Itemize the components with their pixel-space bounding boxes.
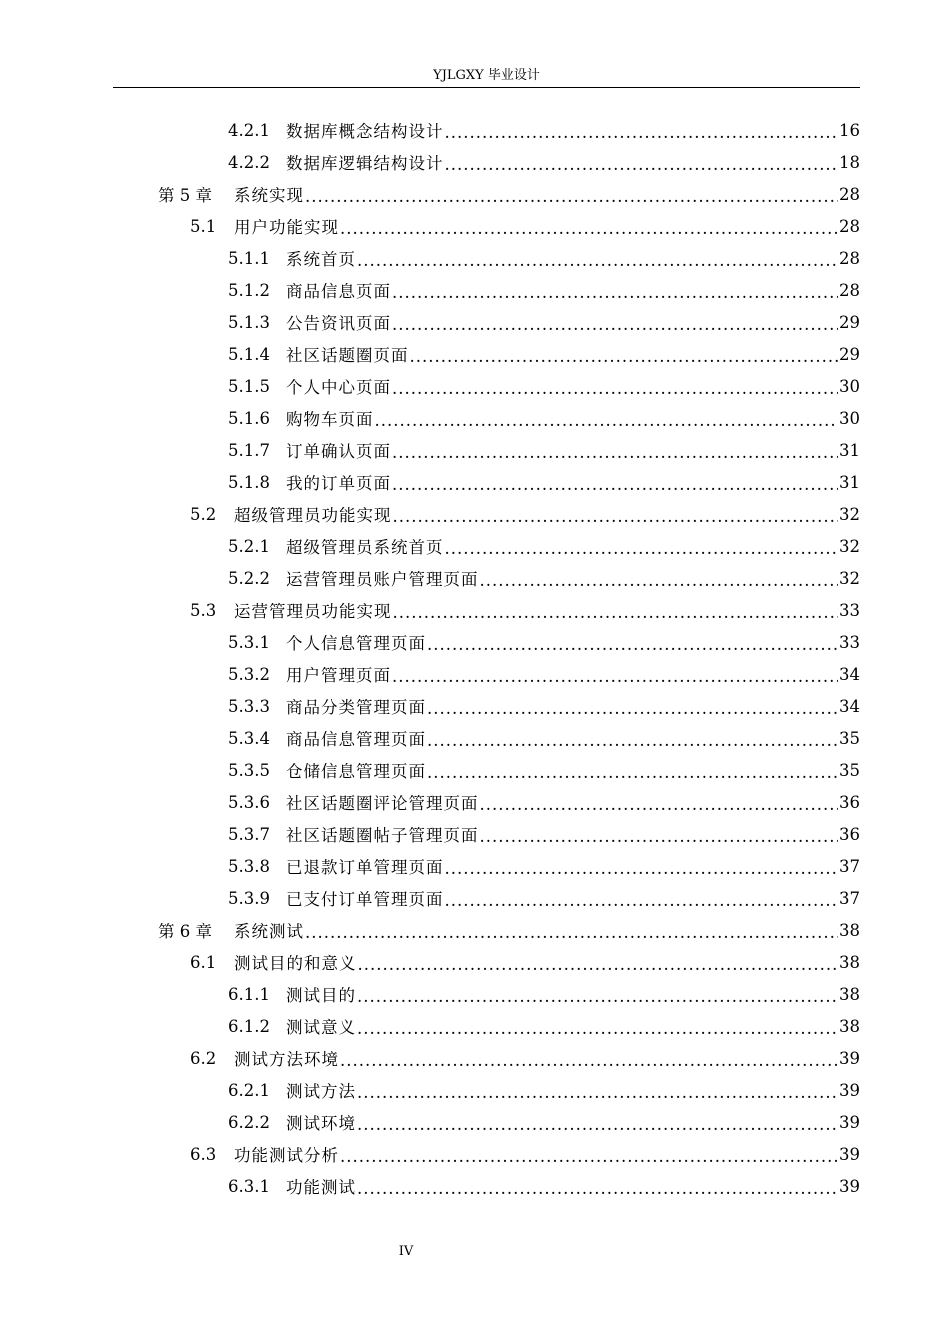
toc-dot-leader — [392, 317, 838, 334]
toc-dot-leader — [392, 381, 838, 398]
toc-entry[interactable] — [228, 403, 860, 433]
toc-entry-page: 31 — [839, 440, 860, 460]
toc-entry-title: 运营管理员账户管理页面 — [286, 570, 479, 589]
toc-entry-number: 6.2.1 — [228, 1080, 270, 1100]
toc-dot-leader — [445, 157, 839, 174]
toc-entry[interactable] — [228, 563, 860, 593]
toc-entry-title: 功能测试分析 — [234, 1146, 339, 1165]
toc-entry-title: 系统实现 — [234, 186, 304, 205]
toc-entry[interactable] — [228, 1011, 860, 1041]
toc-entry-number: 5.1.1 — [228, 248, 270, 268]
toc-entry[interactable] — [228, 371, 860, 401]
toc-entry-title: 数据库概念结构设计 — [286, 122, 444, 141]
toc-entry-title: 社区话题圈页面 — [286, 346, 409, 365]
toc-entry-page: 28 — [839, 248, 860, 268]
toc-dot-leader — [393, 605, 839, 622]
toc-entry-title: 个人信息管理页面 — [286, 634, 426, 653]
toc-entry-title: 我的订单页面 — [286, 474, 391, 493]
toc-dot-leader — [445, 125, 839, 142]
toc-entry-page: 39 — [839, 1080, 860, 1100]
toc-dot-leader — [392, 445, 838, 462]
toc-entry-number: 5.1.6 — [228, 408, 270, 428]
toc-entry[interactable] — [228, 979, 860, 1009]
toc-entry-page: 39 — [839, 1112, 860, 1132]
toc-entry-number: 5.1.5 — [228, 376, 270, 396]
toc-entry-title: 功能测试 — [286, 1178, 356, 1197]
page-header: YJLGXY 毕业设计 — [433, 68, 540, 83]
toc-entry-title: 系统测试 — [234, 922, 304, 941]
toc-entry-title: 用户管理页面 — [286, 666, 391, 685]
toc-entry[interactable] — [228, 243, 860, 273]
toc-entry[interactable] — [190, 211, 860, 241]
toc-entry-title: 社区话题圈帖子管理页面 — [286, 826, 479, 845]
toc-dot-leader — [305, 925, 838, 942]
toc-entry-page: 18 — [839, 152, 860, 172]
toc-entry-title: 用户功能实现 — [234, 218, 339, 237]
toc-entry-number: 5.3.2 — [228, 664, 270, 684]
toc-entry[interactable] — [190, 1043, 860, 1073]
toc-entry[interactable] — [228, 147, 860, 177]
toc-entry[interactable] — [228, 723, 860, 753]
toc-entry[interactable] — [228, 531, 860, 561]
toc-entry-page: 36 — [839, 824, 860, 844]
page-number: IV — [398, 1244, 414, 1259]
toc-entry-title: 已退款订单管理页面 — [286, 858, 444, 877]
toc-dot-leader — [480, 829, 839, 846]
toc-entry[interactable] — [228, 851, 860, 881]
toc-entry-title: 测试环境 — [286, 1114, 356, 1133]
toc-entry[interactable] — [228, 627, 860, 657]
toc-entry[interactable] — [228, 1075, 860, 1105]
toc-entry-title: 数据库逻辑结构设计 — [286, 154, 444, 173]
toc-entry[interactable] — [228, 1107, 860, 1137]
toc-dot-leader — [340, 1053, 838, 1070]
toc-entry-number: 5.1.3 — [228, 312, 270, 332]
toc-entry[interactable] — [190, 1139, 860, 1169]
toc-entry-number: 5.3.3 — [228, 696, 270, 716]
toc-entry[interactable] — [228, 435, 860, 465]
toc-dot-leader — [480, 797, 839, 814]
toc-entry-number: 6.2 — [190, 1048, 217, 1068]
toc-entry-title: 测试目的 — [286, 986, 356, 1005]
toc-entry-page: 28 — [839, 216, 860, 236]
toc-entry-page: 39 — [839, 1048, 860, 1068]
toc-entry-number: 5.3.9 — [228, 888, 270, 908]
toc-entry-number: 5.3.7 — [228, 824, 270, 844]
toc-dot-leader — [357, 253, 838, 270]
toc-entry-number: 5.2.1 — [228, 536, 270, 556]
toc-entry-page: 35 — [839, 728, 860, 748]
toc-entry-page: 33 — [839, 600, 860, 620]
toc-entry-page: 37 — [839, 888, 860, 908]
toc-entry[interactable] — [228, 115, 860, 145]
toc-entry-title: 仓储信息管理页面 — [286, 762, 426, 781]
toc-entry-number: 6.1.1 — [228, 984, 270, 1004]
toc-dot-leader — [375, 413, 839, 430]
toc-entry-number: 5.3.4 — [228, 728, 270, 748]
toc-entry[interactable] — [190, 947, 860, 977]
toc-entry[interactable] — [158, 915, 860, 945]
toc-entry-number: 5.3.8 — [228, 856, 270, 876]
toc-entry-page: 30 — [839, 408, 860, 428]
toc-entry-title: 社区话题圈评论管理页面 — [286, 794, 479, 813]
toc-entry-page: 39 — [839, 1176, 860, 1196]
toc-entry-number: 5.3.5 — [228, 760, 270, 780]
toc-dot-leader — [357, 1181, 838, 1198]
toc-dot-leader — [340, 221, 838, 238]
toc-entry-title: 运营管理员功能实现 — [234, 602, 392, 621]
toc-entry-title: 测试目的和意义 — [234, 954, 357, 973]
toc-entry[interactable] — [190, 499, 860, 529]
toc-entry[interactable] — [228, 275, 860, 305]
toc-entry-number: 6.3.1 — [228, 1176, 270, 1196]
toc-dot-leader — [427, 701, 838, 718]
toc-dot-leader — [340, 1149, 838, 1166]
toc-entry-page: 32 — [839, 568, 860, 588]
toc-entry-title: 测试方法 — [286, 1082, 356, 1101]
toc-entry-number: 6.1 — [190, 952, 217, 972]
toc-entry[interactable] — [228, 1171, 860, 1201]
toc-entry[interactable] — [228, 819, 860, 849]
toc-dot-leader — [357, 1085, 838, 1102]
toc-entry-number: 6.3 — [190, 1144, 217, 1164]
toc-entry-page: 38 — [839, 952, 860, 972]
toc-dot-leader — [427, 733, 838, 750]
toc-entry-title: 测试意义 — [286, 1018, 356, 1037]
header-rule — [113, 87, 860, 88]
toc-entry-page: 32 — [839, 504, 860, 524]
toc-entry-number: 第 5 章 — [158, 186, 212, 205]
toc-entry-number: 5.2 — [190, 504, 217, 524]
toc-dot-leader — [392, 477, 838, 494]
toc-entry-title: 商品信息管理页面 — [286, 730, 426, 749]
toc-entry[interactable] — [228, 755, 860, 785]
toc-entry-title: 个人中心页面 — [286, 378, 391, 397]
toc-entry-number: 5.1.2 — [228, 280, 270, 300]
toc-dot-leader — [357, 1117, 838, 1134]
toc-entry-page: 38 — [839, 984, 860, 1004]
toc-entry-number: 5.2.2 — [228, 568, 270, 588]
toc-entry-page: 16 — [839, 120, 860, 140]
toc-dot-leader — [392, 669, 838, 686]
toc-entry-number: 5.1 — [190, 216, 217, 236]
toc-entry-page: 28 — [839, 184, 860, 204]
toc-entry-page: 29 — [839, 344, 860, 364]
toc-entry-number: 5.3.6 — [228, 792, 270, 812]
toc-entry-page: 33 — [839, 632, 860, 652]
toc-entry[interactable] — [228, 467, 860, 497]
toc-entry-page: 30 — [839, 376, 860, 396]
toc-entry-number: 5.1.4 — [228, 344, 270, 364]
toc-entry-title: 超级管理员功能实现 — [234, 506, 392, 525]
toc-entry-page: 34 — [839, 696, 860, 716]
toc-dot-leader — [305, 189, 838, 206]
toc-entry-page: 28 — [839, 280, 860, 300]
toc-entry-page: 32 — [839, 536, 860, 556]
toc-entry[interactable] — [190, 595, 860, 625]
toc-dot-leader — [358, 957, 839, 974]
toc-entry-title: 已支付订单管理页面 — [286, 890, 444, 909]
toc-entry-number: 5.1.7 — [228, 440, 270, 460]
toc-entry-title: 订单确认页面 — [286, 442, 391, 461]
toc-entry-number: 5.3.1 — [228, 632, 270, 652]
toc-dot-leader — [445, 893, 839, 910]
toc-entry-number: 第 6 章 — [158, 922, 212, 941]
toc-entry-page: 39 — [839, 1144, 860, 1164]
toc-entry[interactable] — [228, 339, 860, 369]
toc-entry-page: 31 — [839, 472, 860, 492]
toc-entry[interactable] — [228, 307, 860, 337]
toc-dot-leader — [393, 509, 839, 526]
toc-entry-page: 29 — [839, 312, 860, 332]
toc-entry-number: 4.2.1 — [228, 120, 270, 140]
toc-dot-leader — [357, 989, 838, 1006]
toc-dot-leader — [480, 573, 839, 590]
toc-entry[interactable] — [228, 691, 860, 721]
toc-entry-page: 38 — [839, 1016, 860, 1036]
toc-dot-leader — [392, 285, 838, 302]
toc-entry-title: 超级管理员系统首页 — [286, 538, 444, 557]
toc-entry-page: 35 — [839, 760, 860, 780]
toc-entry-number: 6.1.2 — [228, 1016, 270, 1036]
toc-entry-title: 购物车页面 — [286, 410, 374, 429]
toc-dot-leader — [427, 637, 838, 654]
toc-entry-page: 38 — [839, 920, 860, 940]
toc-entry-title: 公告资讯页面 — [286, 314, 391, 333]
toc-entry-number: 5.1.8 — [228, 472, 270, 492]
toc-entry-number: 4.2.2 — [228, 152, 270, 172]
toc-dot-leader — [445, 861, 839, 878]
toc-entry-title: 商品信息页面 — [286, 282, 391, 301]
toc-entry-title: 测试方法环境 — [234, 1050, 339, 1069]
toc-entry[interactable] — [228, 787, 860, 817]
toc-entry-title: 商品分类管理页面 — [286, 698, 426, 717]
toc-entry[interactable] — [158, 179, 860, 209]
toc-entry-page: 37 — [839, 856, 860, 876]
toc-entry-page: 36 — [839, 792, 860, 812]
toc-entry-number: 6.2.2 — [228, 1112, 270, 1132]
toc-entry-page: 34 — [839, 664, 860, 684]
toc-dot-leader — [357, 1021, 838, 1038]
toc-entry[interactable] — [228, 883, 860, 913]
toc-entry[interactable] — [228, 659, 860, 689]
toc-entry-title: 系统首页 — [286, 250, 356, 269]
toc-dot-leader — [410, 349, 839, 366]
toc-entry-number: 5.3 — [190, 600, 217, 620]
toc-dot-leader — [427, 765, 838, 782]
toc-dot-leader — [445, 541, 839, 558]
